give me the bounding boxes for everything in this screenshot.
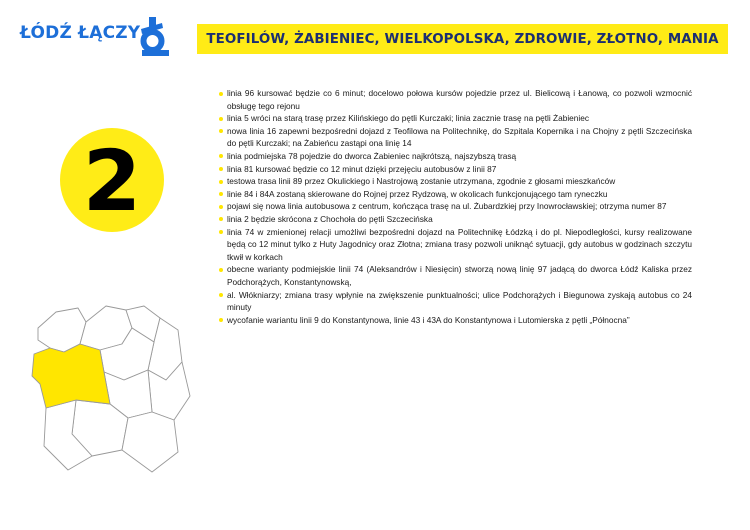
list-item: nowa linia 16 zapewni bezpośredni dojazd z Teofilowa na Politechnikę, do Szpitala Kopernika i na Chojny z pętli Szczecińska do pętli Kurczaki; na Żabieńcu zastąpi ona linię 14 xyxy=(220,125,692,150)
section-number-badge xyxy=(60,128,164,232)
section-number: 2 xyxy=(82,132,142,230)
list-item: linia 81 kursować będzie co 12 minut dzięki przejęciu autobusów z linii 87 xyxy=(220,163,692,176)
list-item: linia 74 w zmienionej relacji umożliwi bezpośredni dojazd na Politechnikę Łódzką i do pl. Niepodległości, kursy realizowane będą co 12 minut tylko z Huty Jagodnicy oraz Złotna; zmiana trasy pozwoli uniknąć sytuacji, gdy autobus w godzinach szczytu tkwił w korkach xyxy=(220,226,692,264)
list-item: linie 84 i 84A zostaną skierowane do Rojnej przez Rydzową, w okolicach funkcjonującego tam ryneczku xyxy=(220,188,692,201)
list-item: al. Włókniarzy; zmiana trasy wpłynie na zwiększenie punktualności; ulice Podchorążych i Biegunowa zyskają autobus co 24 minuty xyxy=(220,289,692,314)
brand-name: ŁÓDŹ ŁĄCZY xyxy=(20,23,141,43)
list-item: obecne warianty podmiejskie linii 74 (Aleksandrów i Niesięcin) stworzą nową linię 97 jadącą do dworca Łódź Kaliska przez Podchorążych, Konstantynowską, xyxy=(220,263,692,288)
changes-list xyxy=(220,87,692,326)
list-item: wycofanie wariantu linii 9 do Konstantynowa, linie 43 i 43A do Konstantynowa i Lutomierska z pętli „Północna” xyxy=(220,314,692,327)
list-item: testowa trasa linii 89 przez Okulickiego i Nastrojową zostanie utrzymana, zgodnie z głosami mieszkańców xyxy=(220,175,692,188)
list-item: pojawi się nowa linia autobusowa z centrum, kończąca trasę na ul. Żubardzkiej przy Inowrocławskiej; otrzyma numer 87 xyxy=(220,200,692,213)
highlighted-district xyxy=(32,344,110,408)
list-item: linia 96 kursować będzie co 6 minut; docelowo połowa kursów pojedzie przez ul. Bielicową i Łanową, co pozwoli wzmocnić obsługę tego rejonu xyxy=(220,87,692,112)
list-item: linia 2 będzie skrócona z Chochoła do pętli Szczecińska xyxy=(220,213,692,226)
list-item: linia podmiejska 78 pojedzie do dworca Żabieniec najkrótszą, najszybszą trasą xyxy=(220,150,692,163)
brand-logo[interactable] xyxy=(18,20,168,56)
lodz-laczy-logo-icon xyxy=(136,17,172,59)
district-map-icon xyxy=(28,300,198,480)
list-item: linia 5 wróci na starą trasę przez Kilińskiego do pętli Kurczaki; linia zacznie trasę na pętli Żabieniec xyxy=(220,112,692,125)
header-bar xyxy=(197,24,728,54)
page-title: TEOFILÓW, ŻABIENIEC, WIELKOPOLSKA, ZDROWIE, ZŁOTNO, MANIA xyxy=(206,31,719,47)
map-region xyxy=(122,412,178,472)
